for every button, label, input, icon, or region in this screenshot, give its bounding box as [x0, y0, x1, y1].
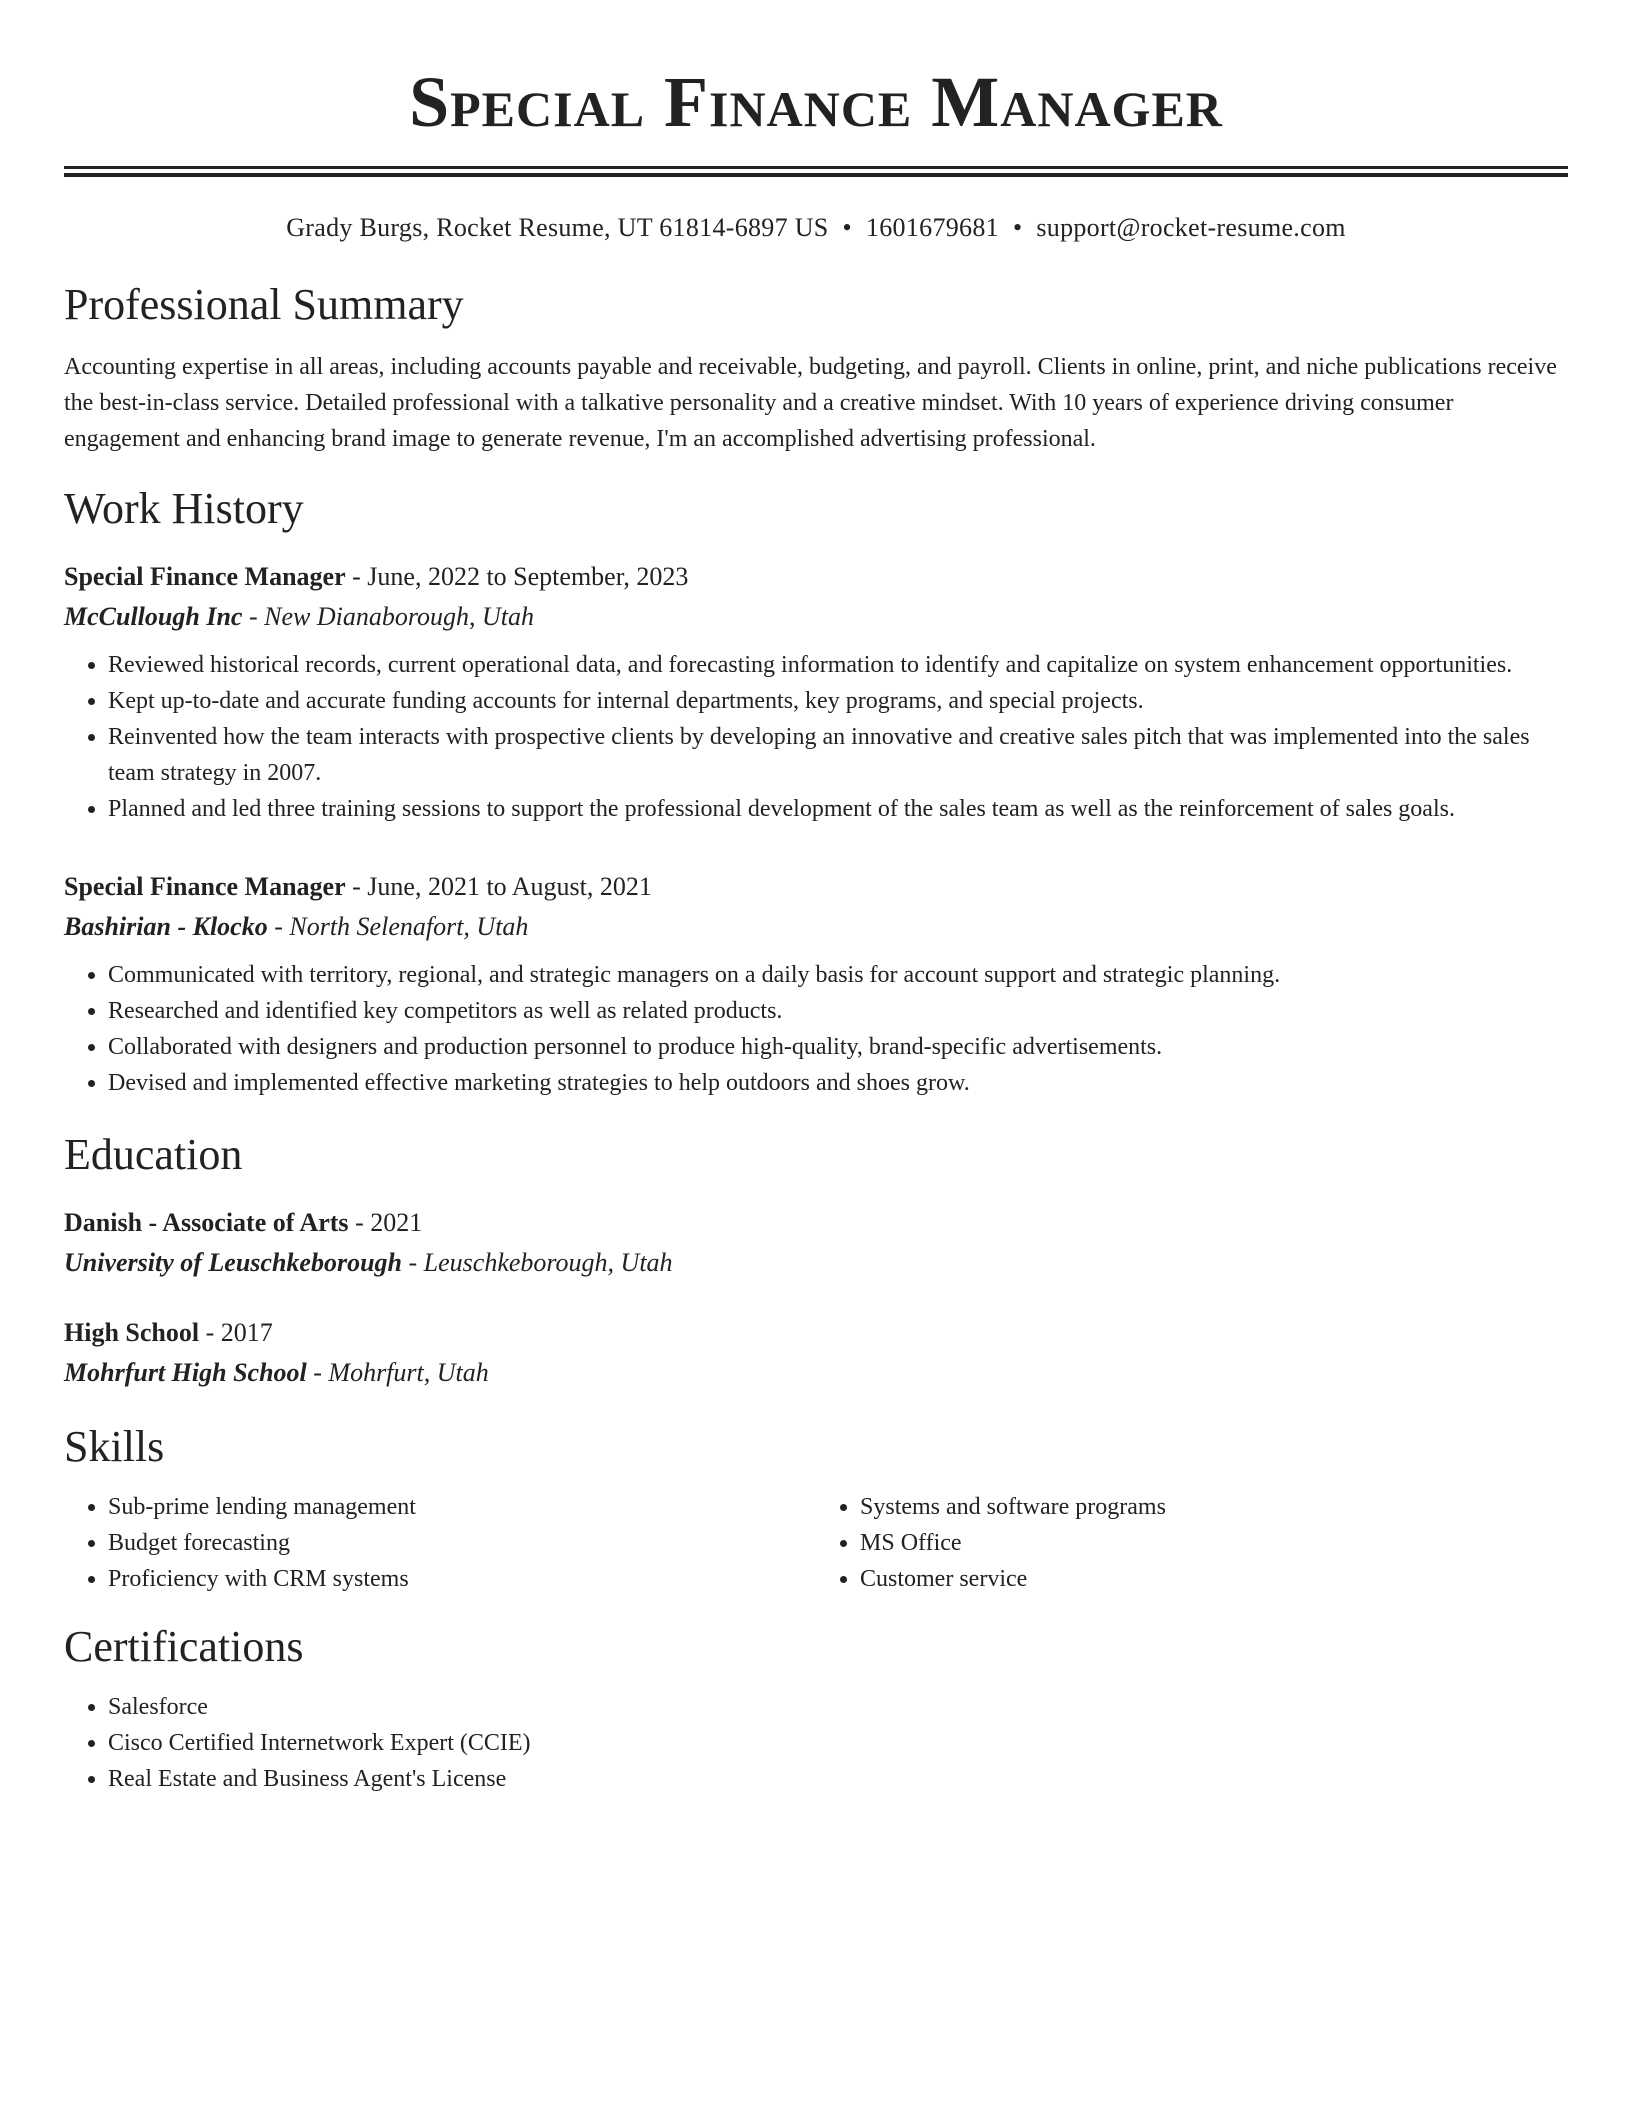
list-item: • Proficiency with CRM systems	[108, 1561, 816, 1597]
degree: Danish - Associate of Arts	[64, 1208, 349, 1237]
skills-heading: Skills	[64, 1422, 165, 1471]
list-item: • Collaborated with designers and production personnel to produce high-quality, brand-specific advertisements.	[108, 1029, 1568, 1065]
list-item: • Reviewed historical records, current operational data, and forecasting information to identify and capitalize on system enhancement opportunities.	[108, 647, 1568, 683]
school-location: - Mohrfurt, Utah	[306, 1358, 489, 1387]
list-item: • Communicated with territory, regional, and strategic managers on a daily basis for account support and strategic planning.	[108, 957, 1568, 993]
list-item: • Sub-prime lending management	[108, 1489, 816, 1525]
list-item: • Devised and implemented effective marketing strategies to help outdoors and shoes grow.	[108, 1065, 1568, 1101]
job-entry	[64, 557, 1568, 827]
degree-line	[64, 1203, 1568, 1243]
school-name: University of Leuschkeborough	[64, 1248, 402, 1277]
skills-column-left	[64, 1489, 816, 1597]
skills-column-right	[816, 1489, 1568, 1597]
education-heading: Education	[64, 1130, 243, 1179]
job-title-line	[64, 867, 1568, 907]
certifications-list	[64, 1689, 1568, 1797]
job-bullets	[64, 957, 1568, 1101]
school-line	[64, 1353, 1568, 1393]
summary-text: Accounting expertise in all areas, including accounts payable and receivable, budgeting, and payroll. Clients in online, print, and niche publications receive the best-in-class service. Detailed professional with a talkative personality and a creative mindset. With 10 years of experience driving consumer engagement and enhancing brand image to generate revenue, I'm an accomplished advertising professional.	[64, 354, 1557, 452]
graduation-year: - 2021	[348, 1208, 423, 1237]
list-item: • Planned and led three training sessions to support the professional development of the sales team as well as the reinforcement of sales goals.	[108, 791, 1568, 827]
graduation-year: - 2017	[199, 1318, 273, 1347]
summary-section	[64, 277, 1568, 457]
degree: High School	[64, 1318, 200, 1347]
list-item: • Salesforce	[108, 1689, 1568, 1725]
list-item: • Real Estate and Business Agent's License	[108, 1761, 1568, 1797]
work-history-section	[64, 481, 1568, 1101]
work-history-heading: Work History	[64, 484, 304, 533]
list-item: • MS Office	[860, 1525, 1568, 1561]
education-entry	[64, 1313, 1568, 1393]
list-item: • Researched and identified key competitors as well as related products.	[108, 993, 1568, 1029]
title-divider	[64, 166, 1568, 169]
job-company: McCullough Inc	[64, 602, 243, 631]
education-entry	[64, 1203, 1568, 1283]
education-section	[64, 1127, 1568, 1393]
degree-line	[64, 1313, 1568, 1353]
summary-heading: Professional Summary	[64, 280, 464, 329]
job-dates: - June, 2021 to August, 2021	[345, 872, 652, 901]
list-item: • Reinvented how the team interacts with prospective clients by developing an innovative and creative sales pitch that was implemented into the sales team strategy in 2007.	[108, 719, 1568, 791]
job-company-line	[64, 597, 1568, 637]
job-company: Bashirian - Klocko	[64, 912, 268, 941]
skills-grid	[64, 1489, 1568, 1597]
certifications-heading: Certifications	[64, 1622, 304, 1671]
school-name: Mohrfurt High School	[64, 1358, 307, 1387]
job-title: Special Finance Manager	[64, 872, 346, 901]
contact-line	[64, 211, 1568, 245]
job-title-line	[64, 557, 1568, 597]
job-title: Special Finance Manager	[64, 562, 346, 591]
job-location: - North Selenafort, Utah	[267, 912, 529, 941]
job-company-line	[64, 907, 1568, 947]
contact-address: Grady Burgs, Rocket Resume, UT 61814-6897 US	[286, 213, 829, 242]
school-line	[64, 1243, 1568, 1283]
list-item: • Cisco Certified Internetwork Expert (CCIE)	[108, 1725, 1568, 1761]
job-entry	[64, 867, 1568, 1101]
contact-separator: •	[842, 213, 852, 242]
resume-title: Special Finance Manager	[409, 62, 1223, 142]
contact-phone: 1601679681	[865, 213, 999, 242]
list-item: • Customer service	[860, 1561, 1568, 1597]
job-bullets	[64, 647, 1568, 827]
list-item: • Budget forecasting	[108, 1525, 816, 1561]
list-item: • Kept up-to-date and accurate funding accounts for internal departments, key programs, and special projects.	[108, 683, 1568, 719]
school-location: - Leuschkeborough, Utah	[402, 1248, 673, 1277]
job-location: - New Dianaborough, Utah	[242, 602, 534, 631]
contact-separator: •	[1012, 213, 1023, 242]
certifications-section	[64, 1619, 1568, 1797]
job-dates: - June, 2022 to September, 2023	[345, 562, 689, 591]
contact-email: support@rocket-resume.com	[1036, 213, 1346, 242]
skills-section	[64, 1419, 1568, 1597]
list-item: • Systems and software programs	[860, 1489, 1568, 1525]
